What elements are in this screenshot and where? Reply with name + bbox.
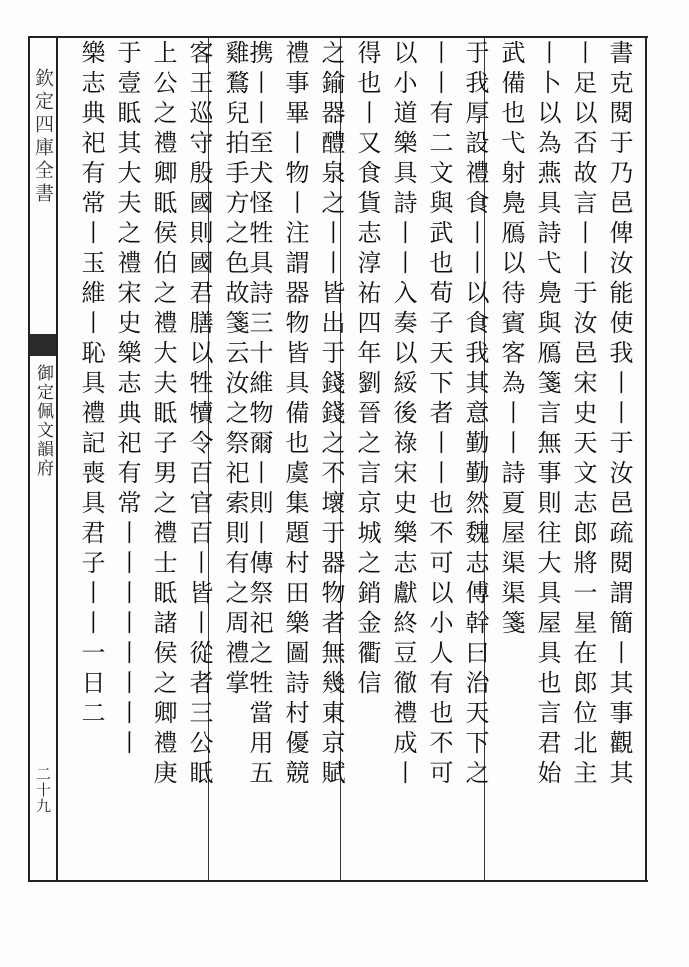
text-column: 携丨丨至犬怪牲具詩三十維物爾丨則丨傳祭祀之牲當用五 <box>245 40 273 790</box>
text-column: 之鍮器醴泉之丨丨皆出于錢錢之不壞于器物者無幾東京賦 <box>317 40 345 790</box>
text-column: 上公之禮卿眡侯伯之禮大夫眡子男之禮士眡諸侯之卿禮庚 <box>149 40 177 790</box>
text-column: 丨卜以為燕具詩弋鳧與鴈箋言無事則往大具屋具也言君始 <box>533 40 561 790</box>
book-title: 御定佩文韻府 <box>33 364 53 478</box>
text-column: 于我厚設禮食丨丨以食我其意勤勤然魏志傅幹曰治天下之 <box>461 40 489 790</box>
frame-bottom-border <box>28 880 648 882</box>
text-column: 書克閱于乃邑俾汝能使我丨丨于汝邑疏閱謂簡丨其事觀其 <box>605 40 633 790</box>
text-column: 以小道樂具詩丨丨入奏以綏後祿宋史樂志獻終豆徹禮成丨 <box>389 40 417 790</box>
collection-title: 欽定四庫全書 <box>32 68 54 206</box>
text-column: 于壹眡其大夫之禮宋史樂志典祀有常丨丨丨丨丨丨丨丨 <box>113 40 141 760</box>
frame-right-border <box>645 36 647 882</box>
text-column: 樂志典祀有常丨玉維丨恥具禮記喪具君子丨丨一日二 <box>77 40 105 730</box>
text-column: 得也丨又食貨志淳祐四年劉晉之言京城之銷金衢信 <box>353 40 381 700</box>
text-column: 武備也弋射鳧鴈以待賓客為丨丨詩夏屋渠渠箋 <box>497 40 525 640</box>
page-number: 二十九 <box>34 766 52 814</box>
text-column: 丨足以否故言丨丨于汝邑宋史天文志郎將一星在郎位北主 <box>569 40 597 790</box>
text-column: 丨丨有二文與武也荀子天下者丨丨也不可以小人有也不可 <box>425 40 453 790</box>
text-column: 雞鶩兒拍手方之色故箋云汝之祭祀索則有之周禮掌 <box>221 40 249 700</box>
binding-margin <box>30 38 58 880</box>
text-column-spacer <box>58 40 72 878</box>
frame-top-border <box>28 36 648 38</box>
fishtail-mark-icon <box>30 334 56 356</box>
text-column: 禮事畢丨物丨注謂器物皆具備也虞集題村田樂圖詩村優競 <box>281 40 309 790</box>
text-column: 客王巡守殷國則國君膳以牲犢令百官百丨皆丨從者三公眡 <box>185 40 213 790</box>
